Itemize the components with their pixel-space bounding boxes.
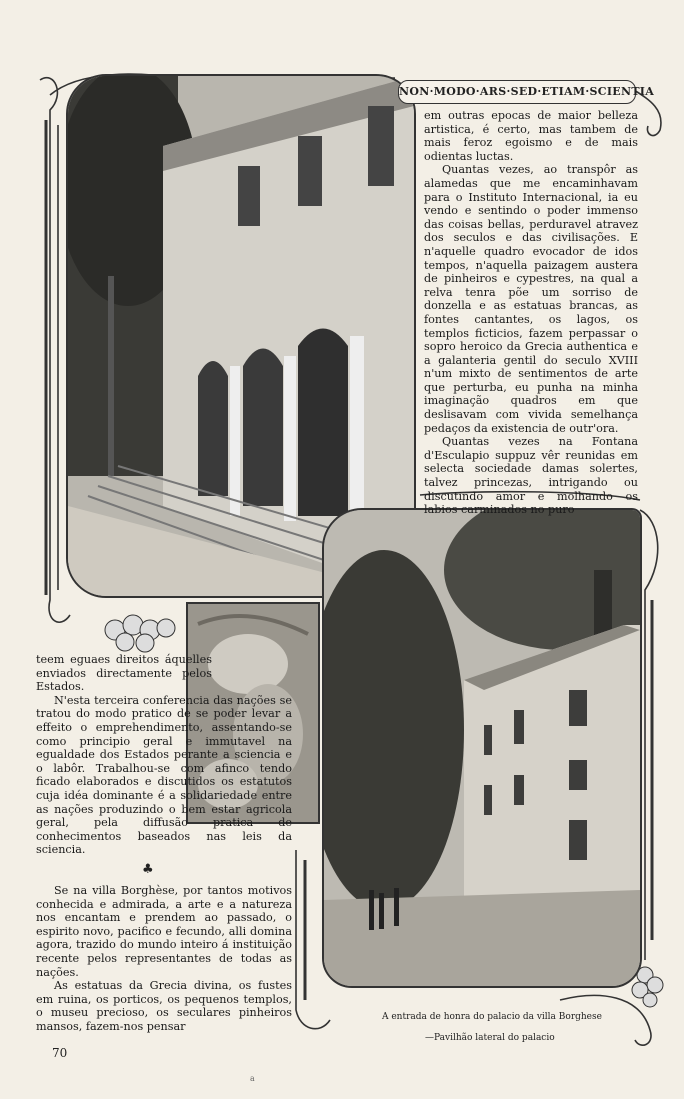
left-text-column-lower (36, 884, 292, 1034)
paragraph: Quantas vezes, ao transpôr as alamedas que me encaminhavam para o Instituto Internacional, ia eu vendo e sentindo o poder immenso das coisas bellas, perduravel atravez dos seculos e das civilisações. E n'aquelle quadro evocador de idos tempos, n'aquella paizagem austera de pinheiros e cypestres, na qual a relva tenra põe um sorriso de donzella e as estatuas brancas, as fontes cantantes, os lagos, os templos ficticios, fazem perpassar o sopro heroico da Grecia authentica e a galanteria gentil do seculo XVIII n'um mixto de sentimentos de arte que perturba, eu punha na minha imaginação quadros em que deslisavam com vivida semelhança pedaços da existencia de outr'ora. (424, 163, 638, 435)
club-separator-icon: ♣ (142, 862, 154, 877)
caption-palace-entrance: A entrada de honra do palacio da villa Borghese (382, 1012, 602, 1022)
right-text-column (424, 109, 638, 517)
footer-mark: a (250, 1074, 255, 1083)
motto-banner: NON·MODO·ARS·SED·ETIAM·SCIENTIA (398, 80, 636, 104)
left-text-column (36, 653, 292, 857)
lateral-pavilion-photo (322, 508, 642, 988)
paragraph: teem eguaes direitos áquelles enviados directamente pelos Estados. (36, 653, 212, 694)
paragraph: em outras epocas de maior belleza artistica, é certo, mas tambem de mais feroz egoismo e de mais odientas luctas. (424, 109, 638, 163)
page-number: 70 (52, 1046, 68, 1060)
caption-lateral-pavilion: —Pavilhão lateral do palacio (425, 1033, 555, 1043)
paragraph: N'esta terceira conferencia das nações se tratou do modo pratico de se poder levar a effeito o emprehendimento, assentando-se como principio geral e immutavel na egualdade dos Estados perante a sciencia e o labôr. Trabalhou-se com afinco tendo ficado elaborados e discutidos os estatutos cuja idéa dominante é a solidariedade entre as nações produzindo o bem estar agricola geral, pela diffusão pratica de conhecimentos baseados nas leis da sciencia. (36, 693, 292, 857)
paragraph: Quantas vezes na Fontana d'Esculapio suppuz vêr reunidas em selecta sociedade damas solertes, talvez princezas, intrigando ou discutindo amor e molhando os labios carminados no puro (424, 435, 638, 517)
paragraph: Se na villa Borghèse, por tantos motivos conhecida e admirada, a arte e a natureza nos encantam e prendem ao passado, o espirito novo, pacifico e fecundo, alli domina agora, trazido do mundo inteiro á instituição recente pelos representantes de todas as nações. (36, 884, 292, 979)
paragraph: As estatuas da Grecia divina, os fustes em ruina, os porticos, os pequenos templos, o museu precioso, os seculares pinheiros mansos, fazem-nos pensar (36, 979, 292, 1033)
